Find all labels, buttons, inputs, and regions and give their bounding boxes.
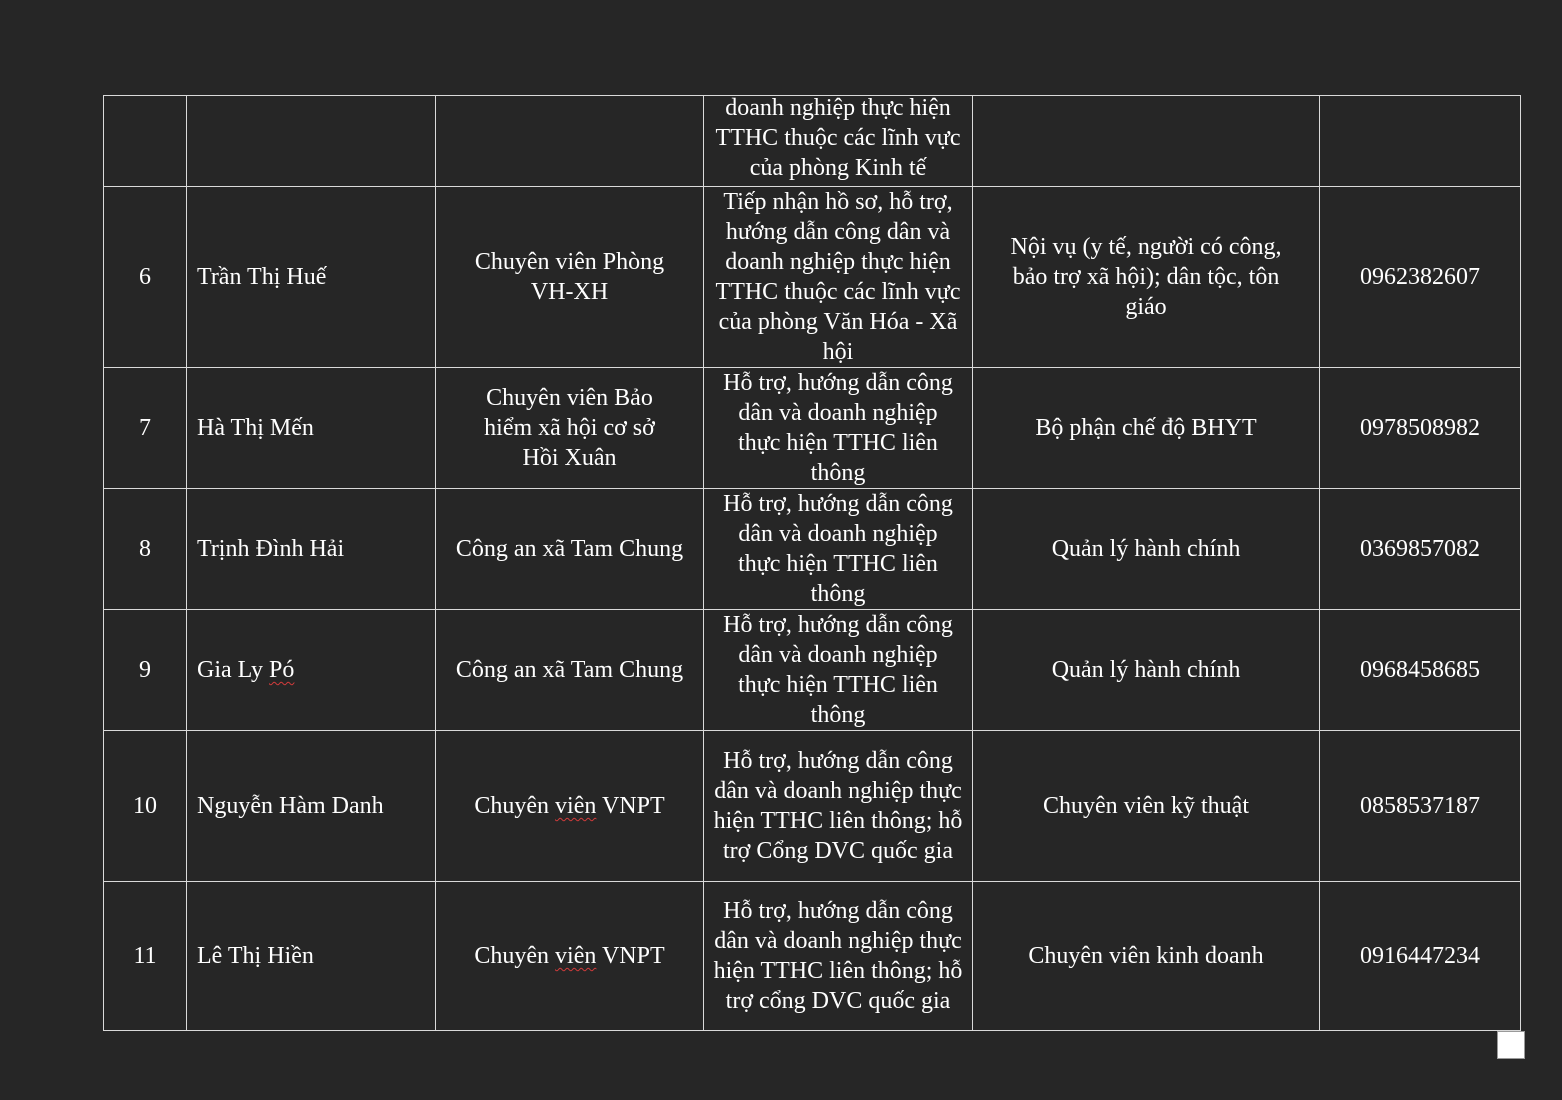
- task-cell: [704, 731, 973, 882]
- name-text: Gia Ly: [197, 657, 269, 683]
- field-cell: Bộ phận chế độ BHYT: [973, 368, 1320, 489]
- position-cell: [436, 731, 704, 882]
- name-cell: Hà Thị Mến: [187, 368, 436, 489]
- table-row: [104, 96, 1521, 187]
- phone-cell: 0962382607: [1320, 187, 1521, 368]
- task-cell: [704, 368, 973, 489]
- field-text: Nội vụ (y tế, người có công, bảo trợ xã hội); dân tộc, tôn giáo: [1010, 234, 1282, 320]
- name-cell: Trần Thị Huế: [187, 187, 436, 368]
- task-text: Hỗ trợ, hướng dẫn công dân và doanh nghiệp thực hiện TTHC liên thông: [723, 370, 953, 486]
- phone-cell: [1320, 96, 1521, 187]
- table-row: [104, 187, 1521, 368]
- phone-cell: 0978508982: [1320, 368, 1521, 489]
- stt-cell: 11: [104, 882, 187, 1031]
- position-cell: [436, 96, 704, 187]
- phone-cell: 0916447234: [1320, 882, 1521, 1031]
- task-text: doanh nghiệp thực hiện TTHC thuộc các lĩnh vực của phòng Kinh tế: [715, 95, 961, 181]
- position-cell: [436, 882, 704, 1031]
- position-cell: [436, 187, 704, 368]
- field-cell: Chuyên viên kỹ thuật: [973, 731, 1320, 882]
- task-cell: [704, 882, 973, 1031]
- phone-cell: 0968458685: [1320, 610, 1521, 731]
- name-cell: [187, 96, 436, 187]
- table-row: [104, 368, 1521, 489]
- position-cell: Công an xã Tam Chung: [436, 610, 704, 731]
- table-resize-handle[interactable]: [1497, 1031, 1525, 1059]
- position-text: Chuyên: [474, 793, 556, 819]
- task-text: Hỗ trợ, hướng dẫn công dân và doanh nghiệp thực hiện TTHC liên thông: [723, 612, 953, 728]
- name-cell: [187, 610, 436, 731]
- field-cell: [973, 96, 1320, 187]
- table-row: [104, 882, 1521, 1031]
- staff-table: [103, 95, 1521, 1031]
- stt-cell: [104, 96, 187, 187]
- position-text: Chuyên: [474, 943, 556, 969]
- phone-cell: 0369857082: [1320, 489, 1521, 610]
- task-cell: [704, 489, 973, 610]
- task-text: Hỗ trợ, hướng dẫn công dân và doanh nghiệp thực hiện TTHC liên thông: [723, 491, 953, 607]
- field-cell: Chuyên viên kinh doanh: [973, 882, 1320, 1031]
- spellcheck-flagged-word: viên: [555, 943, 597, 969]
- name-cell: Trịnh Đình Hải: [187, 489, 436, 610]
- task-cell: [704, 96, 973, 187]
- table-row: [104, 610, 1521, 731]
- field-cell: [973, 187, 1320, 368]
- task-cell: [704, 187, 973, 368]
- position-cell: [436, 368, 704, 489]
- position-text: Chuyên viên Phòng VH-XH: [474, 249, 665, 305]
- task-text: Tiếp nhận hồ sơ, hỗ trợ, hướng dẫn công dân và doanh nghiệp thực hiện TTHC thuộc các lĩnh vực của phòng Văn Hóa - Xã hội: [715, 189, 961, 365]
- spellcheck-flagged-word: viên: [555, 793, 597, 819]
- stt-cell: 10: [104, 731, 187, 882]
- phone-cell: 0858537187: [1320, 731, 1521, 882]
- stt-cell: 6: [104, 187, 187, 368]
- table-row: [104, 731, 1521, 882]
- name-cell: Lê Thị Hiền: [187, 882, 436, 1031]
- spellcheck-flagged-word: Pó: [269, 657, 295, 683]
- field-cell: Quản lý hành chính: [973, 610, 1320, 731]
- stt-cell: 9: [104, 610, 187, 731]
- stt-cell: 8: [104, 489, 187, 610]
- position-text: Chuyên viên Bảo hiểm xã hội cơ sở Hồi Xuân: [484, 385, 655, 471]
- task-text: Hỗ trợ, hướng dẫn công dân và doanh nghiệp thực hiện TTHC liên thông; hỗ trợ Cổng DVC quốc gia: [713, 748, 963, 864]
- position-text: VNPT: [596, 793, 665, 819]
- position-text: VNPT: [596, 943, 665, 969]
- position-cell: Công an xã Tam Chung: [436, 489, 704, 610]
- table-row: [104, 489, 1521, 610]
- name-cell: Nguyễn Hàm Danh: [187, 731, 436, 882]
- stt-cell: 7: [104, 368, 187, 489]
- task-text: Hỗ trợ, hướng dẫn công dân và doanh nghiệp thực hiện TTHC liên thông; hỗ trợ cổng DVC quốc gia: [713, 898, 963, 1014]
- field-cell: Quản lý hành chính: [973, 489, 1320, 610]
- task-cell: [704, 610, 973, 731]
